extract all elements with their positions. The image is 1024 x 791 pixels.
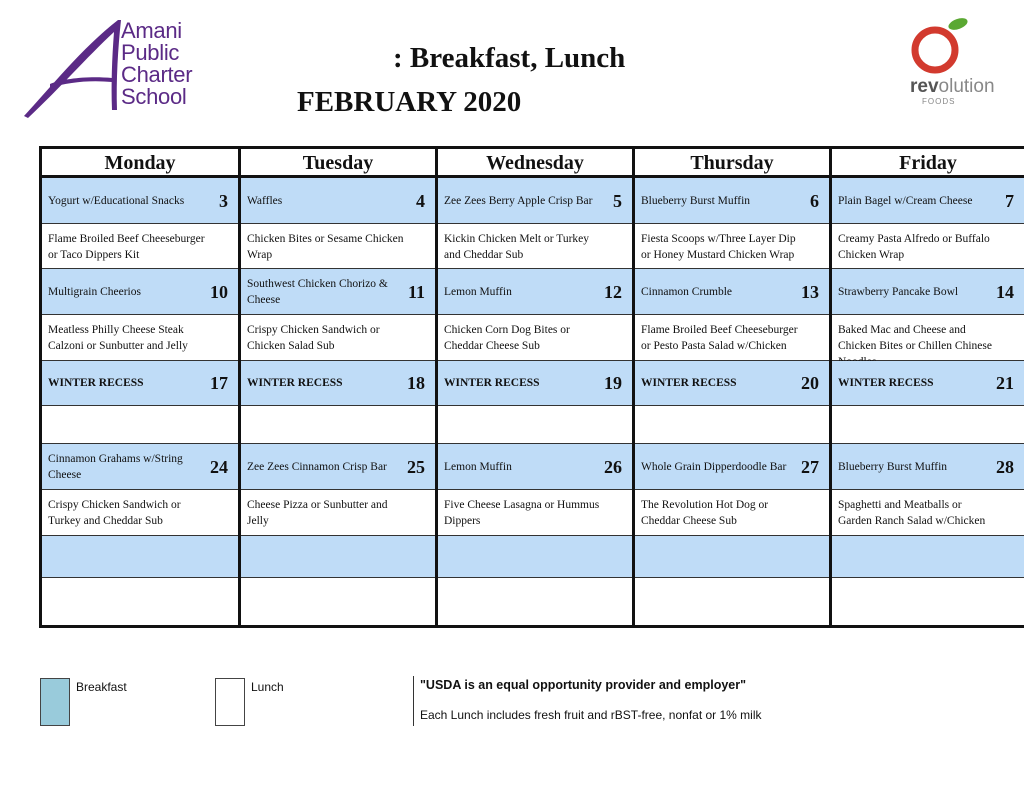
date-number: 17 (210, 373, 228, 393)
breakfast-cell (832, 361, 1024, 406)
meal-text: WINTER RECESS (48, 377, 144, 389)
meal-text (444, 409, 628, 413)
vendor-name-rev: rev (910, 76, 939, 97)
meal-text: Lemon Muffin (444, 460, 512, 473)
meal-text: Whole Grain Dipperdoodle Bar (641, 460, 787, 473)
day-header: Tuesday (241, 149, 435, 178)
lunch-cell (438, 315, 632, 361)
meal-text: Crispy Chicken Sandwich or Turkey and Cheddar Sub (48, 499, 181, 527)
meal-text: Flame Broiled Beef Cheeseburger or Taco Dippers Kit (48, 233, 205, 261)
breakfast-cell (438, 444, 632, 490)
breakfast-cell (241, 444, 435, 490)
breakfast-cell (42, 269, 238, 315)
breakfast-cell (42, 444, 238, 490)
meal-text: Lemon Muffin (444, 285, 512, 298)
lunch-cell (438, 406, 632, 444)
date-number: 26 (604, 456, 622, 477)
day-column-tuesday (238, 146, 435, 628)
breakfast-cell (635, 178, 829, 224)
breakfast-cell (635, 536, 829, 578)
day-column-monday (39, 146, 238, 628)
breakfast-legend-swatch (40, 678, 70, 726)
meal-text (48, 409, 234, 413)
breakfast-cell (42, 536, 238, 578)
breakfast-cell (438, 536, 632, 578)
lunch-cell (438, 490, 632, 536)
day-header: Thursday (635, 149, 829, 178)
meal-text: Blueberry Burst Muffin (641, 194, 751, 207)
date-number: 5 (613, 190, 622, 211)
lunch-cell (241, 406, 435, 444)
meal-text: Creamy Pasta Alfredo or Buffalo Chicken Wrap (838, 233, 990, 261)
lunch-cell (635, 490, 829, 536)
breakfast-cell (241, 361, 435, 406)
meal-text: Five Cheese Lasagna or Hummus Dippers (444, 499, 600, 527)
lunch-cell (42, 578, 238, 625)
date-number: 20 (801, 373, 819, 393)
breakfast-cell (832, 178, 1024, 224)
meal-text: Spaghetti and Meatballs or Garden Ranch Salad w/Chicken (838, 499, 986, 527)
milk-note: Each Lunch includes fresh fruit and rBST-free, nonfat or 1% milk (420, 708, 762, 722)
breakfast-cell (438, 361, 632, 406)
lunch-cell (832, 490, 1024, 536)
meal-text (838, 409, 1020, 413)
vendor-sub: FOODS (922, 97, 956, 106)
date-number: 12 (604, 281, 622, 302)
lunch-cell (241, 315, 435, 361)
apple-icon (880, 14, 1008, 78)
lunch-cell (241, 490, 435, 536)
meal-text (247, 409, 431, 413)
day-column-friday (829, 146, 1024, 628)
school-name-line: Amani (121, 18, 182, 43)
date-number: 3 (219, 190, 228, 211)
date-number: 6 (810, 190, 819, 211)
vendor-name-olution: olution (938, 76, 995, 97)
lunch-cell (241, 224, 435, 269)
lunch-cell (635, 578, 829, 625)
meal-text: Fiesta Scoops w/Three Layer Dip or Honey Mustard Chicken Wrap (641, 233, 796, 261)
meal-text: Yogurt w/Educational Snacks (48, 194, 185, 207)
lunch-cell (635, 315, 829, 361)
meal-text: The Revolution Hot Dog or Cheddar Cheese Sub (641, 499, 769, 527)
meal-text: Chicken Bites or Sesame Chicken Wrap (247, 233, 404, 261)
breakfast-cell (42, 178, 238, 224)
vendor-name (910, 76, 995, 98)
breakfast-legend-label: Breakfast (76, 680, 127, 694)
breakfast-cell (438, 269, 632, 315)
meal-text: WINTER RECESS (444, 377, 540, 389)
breakfast-cell (635, 444, 829, 490)
lunch-cell (832, 315, 1024, 361)
meal-text: Plain Bagel w/Cream Cheese (838, 194, 973, 207)
meal-text: Zee Zees Cinnamon Crisp Bar (247, 460, 387, 473)
lunch-cell (438, 224, 632, 269)
school-name-line: Public (121, 40, 180, 65)
day-column-wednesday (435, 146, 632, 628)
date-number: 11 (407, 281, 425, 302)
date-number: 27 (801, 456, 819, 477)
menu-month: FEBRUARY 2020 (297, 86, 522, 118)
school-logo-a-icon (20, 18, 130, 122)
breakfast-cell (241, 269, 435, 315)
meal-text: WINTER RECESS (641, 377, 737, 389)
date-number: 13 (801, 281, 819, 302)
lunch-cell (42, 315, 238, 361)
date-number: 14 (996, 281, 1014, 302)
breakfast-cell (438, 178, 632, 224)
school-name-line: School (121, 84, 187, 109)
date-number: 21 (996, 373, 1014, 393)
meal-text (247, 581, 431, 585)
menu-title: : Breakfast, Lunch (393, 42, 626, 74)
date-number: 7 (1005, 190, 1014, 211)
date-number: 18 (407, 373, 425, 393)
meal-text (444, 581, 628, 585)
date-number: 24 (210, 456, 228, 477)
usda-statement: "USDA is an equal opportunity provider and employer" (420, 678, 747, 692)
menu-calendar (39, 146, 1024, 623)
breakfast-cell (832, 536, 1024, 578)
meal-text (838, 581, 1020, 585)
lunch-cell (42, 224, 238, 269)
lunch-cell (635, 224, 829, 269)
day-header: Monday (42, 149, 238, 178)
meal-text (48, 581, 234, 585)
breakfast-cell (241, 178, 435, 224)
lunch-cell (42, 490, 238, 536)
lunch-cell (832, 406, 1024, 444)
meal-text: Kickin Chicken Melt or Turkey and Cheddar Sub (444, 233, 590, 261)
school-name (121, 20, 192, 108)
lunch-cell (438, 578, 632, 625)
meal-text: Southwest Chicken Chorizo & Cheese (247, 277, 388, 306)
breakfast-cell (832, 269, 1024, 315)
breakfast-cell (241, 536, 435, 578)
breakfast-cell (635, 269, 829, 315)
date-number: 10 (210, 281, 228, 302)
day-header: Wednesday (438, 149, 632, 178)
date-number: 4 (416, 190, 425, 211)
breakfast-cell (635, 361, 829, 406)
meal-text (641, 581, 825, 585)
meal-text: Zee Zees Berry Apple Crisp Bar (444, 194, 593, 207)
vendor-logo (880, 14, 1008, 110)
meal-text (641, 409, 825, 413)
day-header: Friday (832, 149, 1024, 178)
meal-text: Chicken Corn Dog Bites or Cheddar Cheese Sub (444, 324, 570, 352)
meal-text: Waffles (247, 194, 283, 207)
lunch-cell (832, 224, 1024, 269)
meal-text: Cinnamon Grahams w/String Cheese (48, 452, 183, 481)
lunch-cell (241, 578, 435, 625)
day-column-thursday (632, 146, 829, 628)
lunch-legend-swatch (215, 678, 245, 726)
meal-text: Flame Broiled Beef Cheeseburger or Pesto Pasta Salad w/Chicken (641, 324, 798, 352)
meal-text: Multigrain Cheerios (48, 285, 141, 298)
breakfast-cell (832, 444, 1024, 490)
meal-text: Crispy Chicken Sandwich or Chicken Salad Sub (247, 324, 380, 352)
school-logo (20, 18, 220, 122)
school-name-line: Charter (121, 62, 193, 87)
meal-text: Cinnamon Crumble (641, 285, 733, 298)
meal-text: Meatless Philly Cheese Steak Calzoni or Sunbutter and Jelly (48, 324, 188, 352)
lunch-legend-label: Lunch (251, 680, 284, 694)
meal-text: Baked Mac and Cheese and Chicken Bites or Chillen Chinese (838, 324, 992, 352)
lunch-cell (832, 578, 1024, 625)
lunch-cell (42, 406, 238, 444)
lunch-cell (635, 406, 829, 444)
breakfast-cell (42, 361, 238, 406)
meal-text: Strawberry Pancake Bowl (838, 285, 959, 298)
meal-text: Cheese Pizza or Sunbutter and Jelly (247, 499, 388, 527)
date-number: 28 (996, 456, 1014, 477)
meal-text: Blueberry Burst Muffin (838, 460, 948, 473)
meal-text: WINTER RECESS (838, 377, 934, 389)
usda-notice (413, 676, 762, 726)
date-number: 19 (604, 373, 622, 393)
meal-text: WINTER RECESS (247, 377, 343, 389)
date-number: 25 (407, 456, 425, 477)
